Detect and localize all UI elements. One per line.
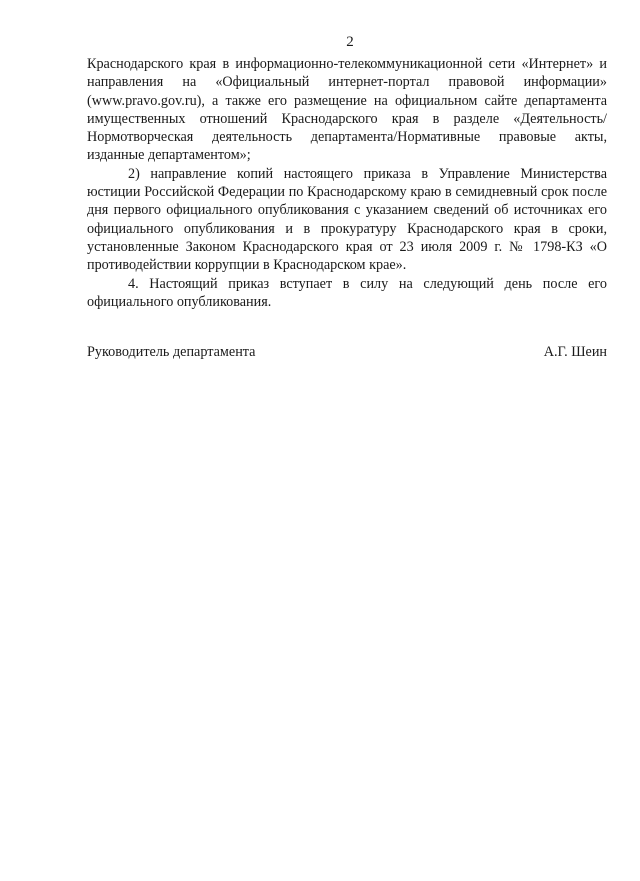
paragraph-item-2: 2) направление копий настоящего приказа в Управление Министерства юстиции Российской Федерации по Краснодарскому краю в семидневный срок после дня первого официального опубликования с указанием сведений об источниках его официального опубликования и в прокуратуру Краснодарского края в сроки, установленные Законом Краснодарского края от 23 июля 2009 г. № 1798-КЗ «О противодействии коррупции в Краснодарском крае». (87, 165, 607, 274)
document-body (87, 55, 607, 311)
page-number: 2 (346, 34, 354, 50)
signatory-name: А.Г. Шеин (543, 344, 607, 360)
paragraph-continuation: Краснодарского края в информационно-телекоммуникационной сети «Интернет» и направления на «Официальный интернет-портал правовой информации» (www.pravo.gov.ru), а также его размещение на официальном сайте департамента имущественных отношений Краснодарского края в разделе «Деятельность/Нормотворческая деятельность департамента/Нормативные правовые акты, изданные департаментом»; (87, 56, 607, 164)
paragraph-item-4: 4. Настоящий приказ вступает в силу на следующий день после его официального опубликования. (87, 275, 607, 310)
signatory-position: Руководитель департамента (87, 344, 256, 360)
